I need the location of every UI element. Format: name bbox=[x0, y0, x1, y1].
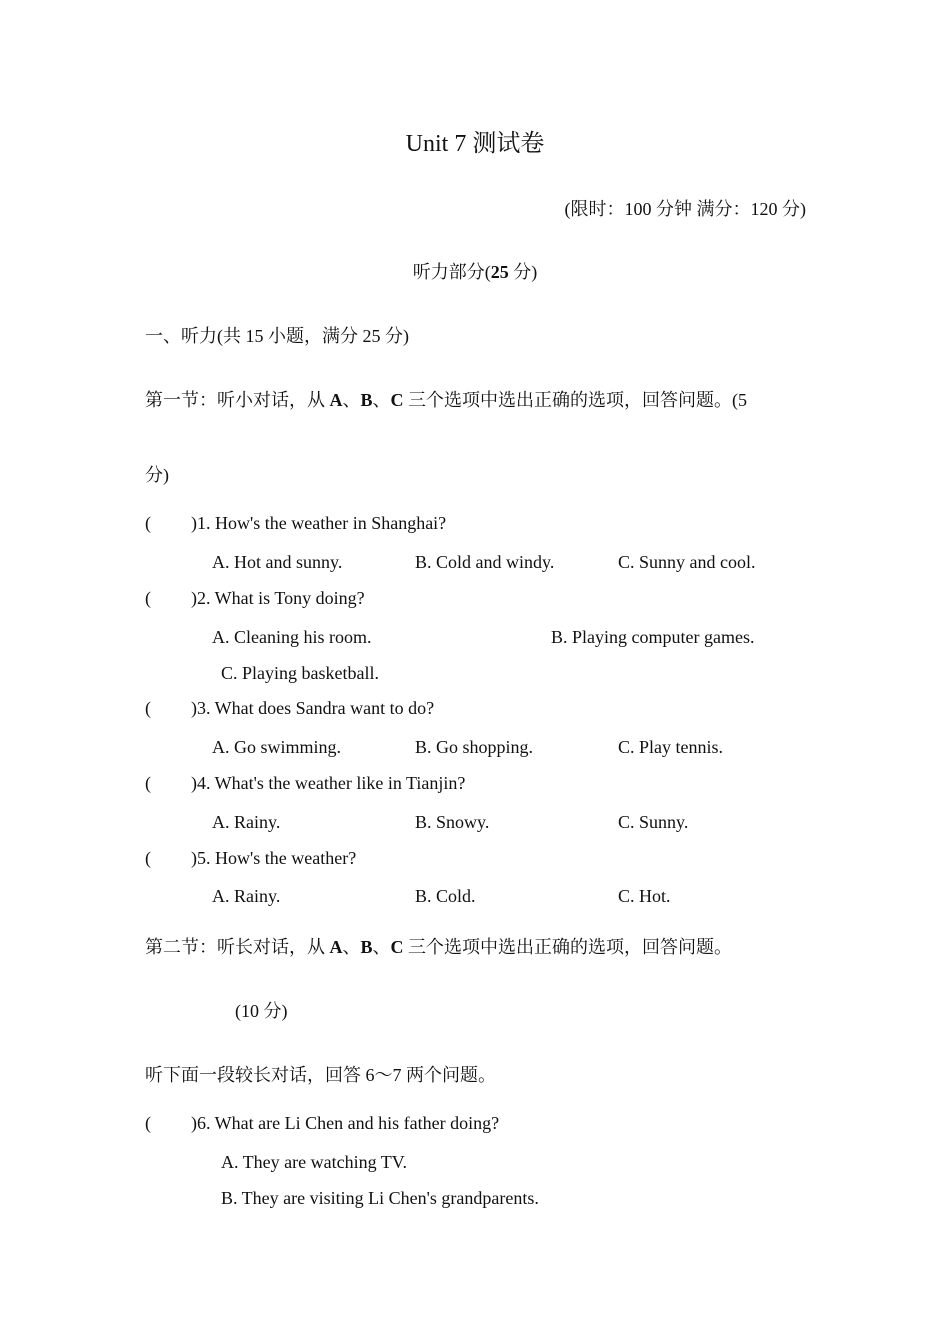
q4-option-c: C. Sunny. bbox=[618, 812, 689, 832]
question-text: )2. What is Tony doing? bbox=[191, 588, 365, 608]
part1-sep-2: 、 bbox=[372, 390, 391, 410]
listening-part-points: 25 bbox=[490, 262, 509, 282]
part1-text-2: 三个选项中选出正确的选项，回答问题。(5 bbox=[403, 390, 748, 410]
q1-option-b: B. Cold and windy. bbox=[415, 552, 555, 572]
q3-option-a: A. Go swimming. bbox=[212, 737, 342, 757]
part2-option-c: C bbox=[390, 937, 404, 957]
part2-option-b: B bbox=[360, 937, 373, 957]
part1-option-b: B bbox=[360, 390, 373, 410]
part2-instruction bbox=[145, 938, 732, 956]
q4-option-a: A. Rainy. bbox=[212, 812, 281, 832]
question-3 bbox=[145, 699, 434, 717]
listening-part-heading bbox=[0, 263, 950, 281]
q1-option-c: C. Sunny and cool. bbox=[618, 552, 756, 572]
part2-sep-2: 、 bbox=[372, 937, 391, 957]
q5-option-a: A. Rainy. bbox=[212, 886, 281, 906]
question-text: )6. What are Li Chen and his father doing? bbox=[191, 1113, 500, 1133]
answer-blank: ( bbox=[145, 513, 151, 533]
question-1 bbox=[145, 514, 446, 532]
listening-part-suffix: 分) bbox=[508, 262, 538, 282]
q4-option-b: B. Snowy. bbox=[415, 812, 490, 832]
long-dialog-intro: 听下面一段较长对话，回答 6～7 两个问题。 bbox=[145, 1065, 496, 1085]
part1-instruction bbox=[145, 391, 747, 409]
q6-option-a: A. They are watching TV. bbox=[221, 1152, 407, 1172]
part1-option-c: C bbox=[390, 390, 404, 410]
q6-option-b: B. They are visiting Li Chen's grandparents. bbox=[221, 1188, 539, 1208]
q5-option-c: C. Hot. bbox=[618, 886, 671, 906]
part1-text-1: 第一节：听小对话，从 bbox=[145, 390, 330, 410]
time-limit: (限时：100 分钟 满分：120 分) bbox=[564, 199, 806, 219]
question-text: )1. How's the weather in Shanghai? bbox=[191, 513, 447, 533]
answer-blank: ( bbox=[145, 698, 151, 718]
answer-blank: ( bbox=[145, 588, 151, 608]
question-4 bbox=[145, 774, 465, 792]
section1-heading: 一、听力(共 15 小题，满分 25 分) bbox=[145, 326, 409, 346]
question-text: )4. What's the weather like in Tianjin? bbox=[191, 773, 466, 793]
part1-instruction-cont: 分) bbox=[145, 465, 169, 485]
q2-option-b: B. Playing computer games. bbox=[551, 627, 755, 647]
part1-sep-1: 、 bbox=[342, 390, 361, 410]
question-text: )5. How's the weather? bbox=[191, 848, 357, 868]
part2-option-a: A bbox=[329, 937, 343, 957]
answer-blank: ( bbox=[145, 848, 151, 868]
q5-option-b: B. Cold. bbox=[415, 886, 476, 906]
answer-blank: ( bbox=[145, 773, 151, 793]
question-5 bbox=[145, 849, 356, 867]
answer-blank: ( bbox=[145, 1113, 151, 1133]
question-text: )3. What does Sandra want to do? bbox=[191, 698, 435, 718]
part1-option-a: A bbox=[329, 390, 343, 410]
part2-text-2: 三个选项中选出正确的选项，回答问题。 bbox=[403, 937, 733, 957]
q2-option-c: C. Playing basketball. bbox=[221, 663, 379, 683]
q3-option-b: B. Go shopping. bbox=[415, 737, 534, 757]
part2-text-1: 第二节：听长对话，从 bbox=[145, 937, 330, 957]
part2-sep-1: 、 bbox=[342, 937, 361, 957]
part2-points: (10 分) bbox=[235, 1001, 288, 1021]
q3-option-c: C. Play tennis. bbox=[618, 737, 724, 757]
page-title: Unit 7 测试卷 bbox=[405, 131, 545, 157]
question-6 bbox=[145, 1114, 499, 1132]
q1-option-a: A. Hot and sunny. bbox=[212, 552, 343, 572]
listening-part-prefix: 听力部分( bbox=[412, 262, 491, 282]
question-2 bbox=[145, 589, 365, 607]
q2-option-a: A. Cleaning his room. bbox=[212, 627, 372, 647]
